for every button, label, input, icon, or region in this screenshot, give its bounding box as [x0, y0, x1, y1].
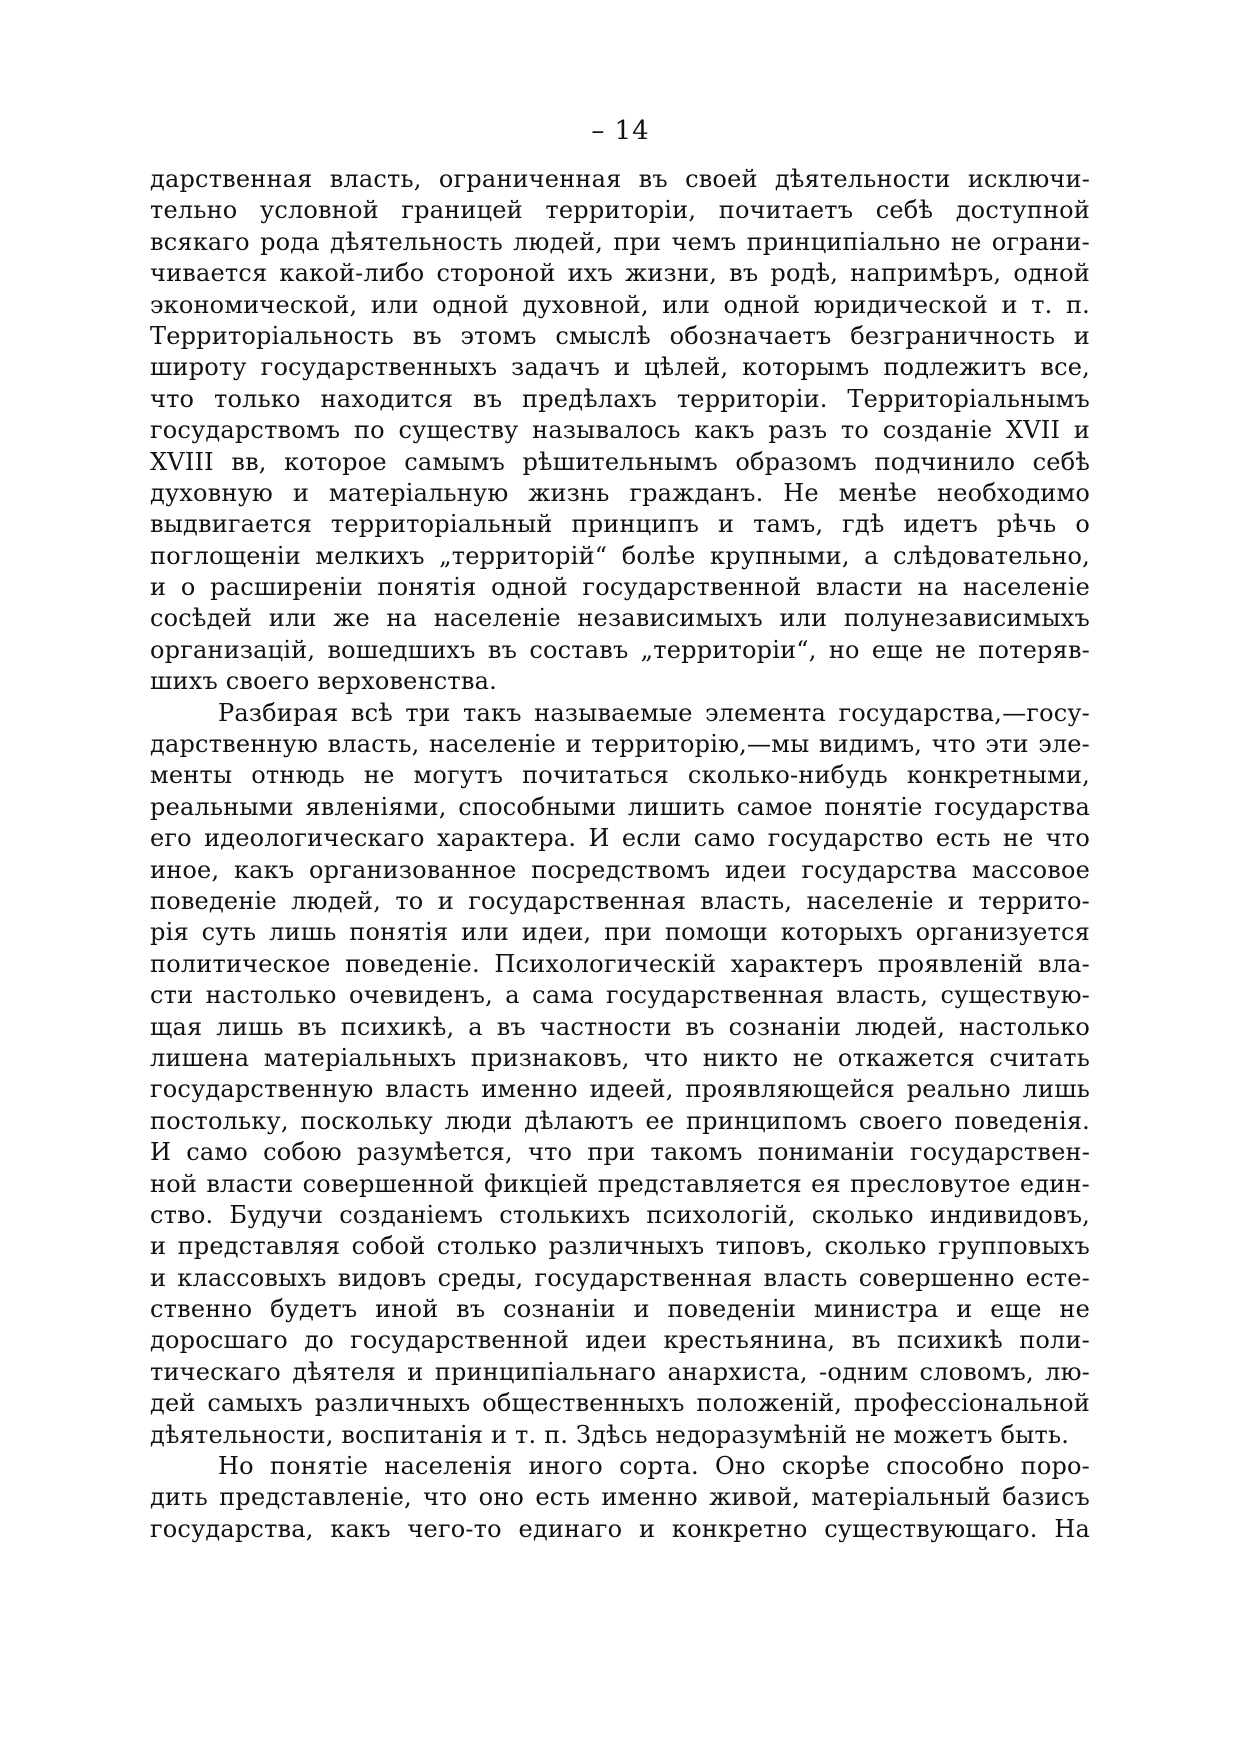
text-line: щая лишь въ психикѣ, а въ частности въ сознаніи людей, настолько: [150, 1012, 1090, 1041]
body-text: [150, 164, 1090, 1545]
text-line: шихъ своего верховенства.: [150, 667, 497, 696]
text-line: государственную власть именно идеей, проявляющейся реально лишь: [150, 1075, 1090, 1104]
text-line: политическое поведеніе. Психологическій характеръ проявленій вла-: [150, 949, 1090, 978]
text-line: тическаго дѣятеля и принципіальнаго анархиста, -одним словомъ, лю-: [150, 1357, 1090, 1386]
text-line: XVIII вв, которое самымъ рѣшительнымъ образомъ подчинило себѣ: [150, 447, 1090, 476]
text-line: дѣятельности, воспитанія и т. п. Здѣсь недоразумѣній не можетъ быть.: [150, 1420, 1070, 1449]
text-line: государствомъ по существу называлось какъ разъ то созданіе XVII и: [150, 416, 1090, 445]
text-line: рія суть лишь понятія или идеи, при помощи которыхъ организуется: [150, 918, 1090, 947]
text-line: доросшаго до государственной идеи крестьянина, въ психикѣ поли-: [150, 1326, 1090, 1355]
text-line: и представляя собой столько различныхъ типовъ, сколько групповыхъ: [150, 1232, 1090, 1261]
text-line: сти настолько очевиденъ, а сама государственная власть, существую-: [150, 981, 1090, 1010]
text-line: дить представленіе, что оно есть именно живой, матеріальный базисъ: [150, 1483, 1090, 1512]
text-line: широту государственныхъ задачъ и цѣлей, которымъ подлежитъ все,: [150, 353, 1090, 382]
text-line: дарственная власть, ограниченная въ своей дѣятельности исключи-: [150, 165, 1090, 193]
text-line: менты отнюдь не могутъ почитаться сколько-нибудь конкретными,: [150, 761, 1090, 790]
text-line: и классовыхъ видовъ среды, государственная власть совершенно есте-: [150, 1263, 1090, 1292]
text-line: ственно будетъ иной въ сознаніи и поведеніи министра и еще не: [150, 1295, 1090, 1324]
text-line: лишена матеріальныхъ признаковъ, что никто не откажется считать: [150, 1043, 1090, 1072]
text-line: что только находится въ предѣлахъ территоріи. Территоріальнымъ: [150, 384, 1090, 413]
text-line: духовную и матеріальную жизнь гражданъ. Не менѣе необходимо: [150, 478, 1090, 507]
text-line: ство. Будучи созданіемъ столькихъ психологій, сколько индивидовъ,: [150, 1200, 1090, 1229]
text-line: Разбирая всѣ три такъ называемые элемента государства,—госу-: [218, 698, 1090, 727]
text-line: государства, какъ чего-то единаго и конкретно существующаго. На: [150, 1514, 1090, 1543]
text-line: поведеніе людей, то и государственная власть, населеніе и террито-: [150, 886, 1090, 915]
text-line: всякаго рода дѣятельность людей, при чемъ принципіально не ограни-: [150, 227, 1090, 256]
text-line: поглощеніи мелкихъ „территорій“ болѣе крупными, а слѣдовательно,: [150, 541, 1090, 570]
text-line: иное, какъ организованное посредствомъ идеи государства массовое: [150, 855, 1090, 884]
text-line: ной власти совершенной фикціей представляется ея пресловутое един-: [150, 1169, 1090, 1198]
paragraph: [150, 164, 1090, 698]
paragraph: [150, 1451, 1090, 1545]
paragraph: [150, 698, 1090, 1451]
text-line: постольку, поскольку люди дѣлаютъ ее принципомъ своего поведенія.: [150, 1106, 1090, 1135]
text-line: чивается какой-либо стороной ихъ жизни, въ родѣ, напримѣръ, одной: [150, 259, 1090, 288]
text-line: Территоріальность въ этомъ смыслѣ обозначаетъ безграничность и: [150, 321, 1090, 350]
text-line: реальными явленіями, способными лишить самое понятіе государства: [150, 792, 1090, 821]
text-line: и о расширеніи понятія одной государственной власти на населеніе: [150, 573, 1090, 602]
text-line: сосѣдей или же на населеніе независимыхъ или полунезависимыхъ: [150, 604, 1090, 633]
text-line: тельно условной границей территоріи, почитаетъ себѣ доступной: [150, 196, 1090, 225]
text-line: организацій, вошедшихъ въ составъ „территоріи“, но еще не потеряв-: [150, 635, 1090, 664]
page-number: – 14: [591, 116, 650, 146]
text-line: дей самыхъ различныхъ общественныхъ положеній, профессіональной: [150, 1389, 1090, 1418]
text-line: выдвигается территоріальный принципъ и тамъ, гдѣ идетъ рѣчь о: [150, 510, 1090, 539]
text-line: экономической, или одной духовной, или одной юридической и т. п.: [150, 290, 1090, 319]
text-line: дарственную власть, населеніе и территорію,—мы видимъ, что эти эле-: [150, 730, 1090, 759]
text-line: И само собою разумѣется, что при такомъ пониманіи государствен-: [150, 1138, 1090, 1167]
text-line: Но понятіе населенія иного сорта. Оно скорѣе способно поро-: [218, 1452, 1090, 1481]
text-line: его идеологическаго характера. И если само государство есть не что: [150, 824, 1090, 853]
